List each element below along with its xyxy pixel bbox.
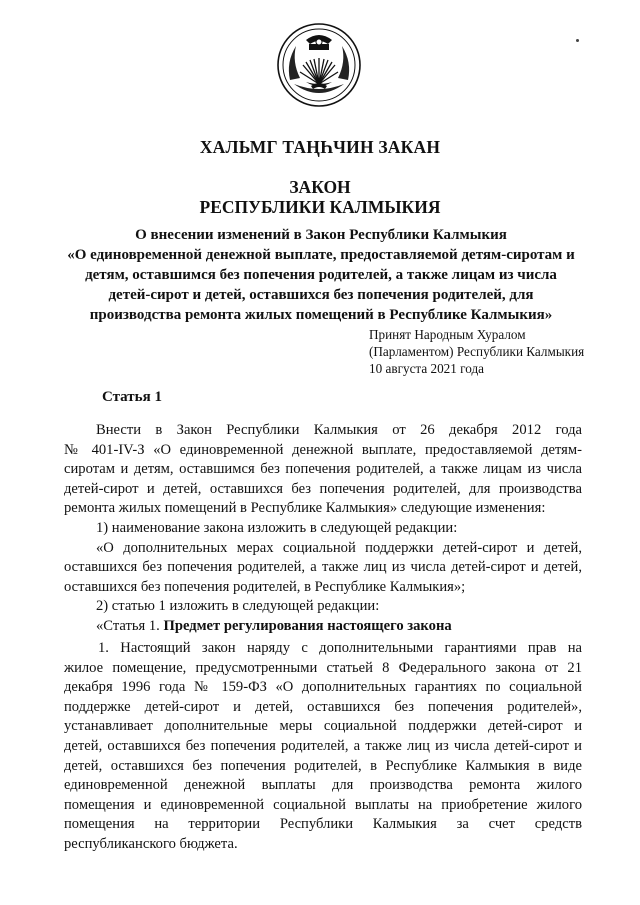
scan-speck <box>576 39 579 42</box>
adoption-note <box>369 326 584 377</box>
title-line: детям, оставшимся без попечения родителей, а также лицам из числа <box>85 267 557 283</box>
article-heading: Статья 1 <box>102 389 162 405</box>
article-body <box>64 421 582 637</box>
body-line: детей-сирот и детей, оставшихся без попечения родителей, для производства <box>64 480 582 497</box>
law-heading <box>0 177 640 217</box>
body-line: 1) наименование закона изложить в следующей редакции: <box>96 519 458 536</box>
body-line: оставшихся без попечения родителей, в Республике Калмыкия»; <box>64 578 466 595</box>
body-line: сиротам и детям, оставшимся без попечения родителей, а также лицам из числа <box>64 461 582 478</box>
body-line: 2) статью 1 изложить в следующей редакции: <box>96 598 380 615</box>
title-line: О внесении изменений в Закон Республики Калмыкия <box>135 227 507 243</box>
republic-name: РЕСПУБЛИКИ КАЛМЫКИЯ <box>199 197 441 217</box>
body-line: Внести в Закон Республики Калмыкия от 26 декабря 2012 года <box>96 422 582 438</box>
adoption-line: Принят Народным Хуралом <box>369 327 526 342</box>
body-line: ремонта жилых помещений в Республике Калмыкия» следующие изменения: <box>64 500 546 517</box>
adoption-line: (Парламентом) Республики Калмыкия <box>369 344 585 359</box>
article1-prefix: «Статья 1. <box>96 617 164 634</box>
body-line: поддержке детей-сирот и детей, оставшихся без попечения родителей», <box>64 698 582 715</box>
body-line: оставшихся без попечения родителей, а также лиц из числа детей-сирот и детей, <box>64 559 582 576</box>
article1-heading-line <box>64 617 582 637</box>
body-line: № 401-IV-З «О единовременной денежной выплате, предоставляемой детям- <box>64 441 582 458</box>
body-line: жилое помещение, предусмотренными статьей 8 Федерального закона от 21 <box>64 659 582 676</box>
body-line: единовременной денежной выплаты для производства ремонта жилого <box>64 777 582 794</box>
kalmyk-law-title: ХАЛЬМГ ТАҢҺЧИН ЗАКАН <box>199 137 441 157</box>
law-title <box>66 225 576 325</box>
body-line: детей, оставшихся без попечения родителей, а также лиц из числа детей-сирот и <box>64 737 582 754</box>
body-line: помещения на территории Республики Калмыкия за счет средств <box>64 816 582 833</box>
body-line: детей, оставшихся без попечения родителей, в Республике Калмыкия в виде <box>64 757 582 774</box>
law-word: ЗАКОН <box>289 177 351 197</box>
paragraph-1 <box>64 639 582 855</box>
adoption-date: 10 августа 2021 года <box>369 361 485 376</box>
kalmykia-coat-of-arms-icon <box>276 22 362 108</box>
title-line: «О единовременной денежной выплате, предоставляемой детям-сиротам и <box>67 247 575 263</box>
body-line: помещения и единовременной социальной выплаты на приобретение жилого <box>64 796 582 813</box>
body-line: республиканского бюджета. <box>64 835 238 852</box>
body-line: «О дополнительных мерах социальной поддержки детей-сирот и детей, <box>96 539 582 556</box>
body-line: 1. Настоящий закон наряду с дополнительными гарантиями прав на <box>98 640 582 656</box>
body-line: устанавливает дополнительные меры социальной поддержки детей-сирот и <box>64 718 582 735</box>
title-line: производства ремонта жилых помещений в Республике Калмыкия» <box>89 307 553 323</box>
title-line: детей-сирот и детей, оставшихся без попечения родителей, для <box>108 287 534 303</box>
article1-subject: Предмет регулирования настоящего закона <box>163 617 452 634</box>
body-line: декабря 1996 года № 159-ФЗ «О дополнительных гарантиях по социальной <box>64 679 582 696</box>
